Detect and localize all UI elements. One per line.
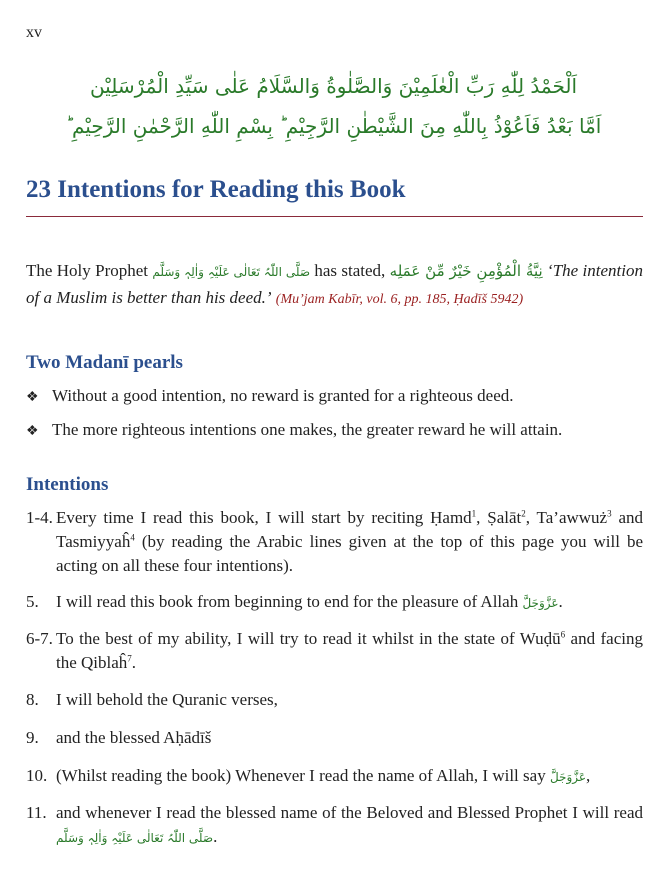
intention-text: and whenever I read the blessed name of the Beloved and Blessed Prophet I will read صَلَّی اللّٰہُ تَعَالٰی عَلَیْہِ وَاٰلِہٖ وَسَلَّم. xyxy=(56,803,643,846)
arabic-opening-line-1: اَلْحَمْدُ لِلّٰهِ رَبِّ الْعٰلَمِیْنَ وَالصَّلٰوةُ وَالسَّلَامُ عَلٰی سَیِّدِ الْمُرْسَلِیْن xyxy=(89,74,578,98)
intention-text: (Whilst reading the book) Whenever I read the name of Allah, I will say عَزَّوَجَلَّ, xyxy=(56,766,591,785)
intention-item xyxy=(26,506,643,578)
intention-number: 10. xyxy=(26,766,48,785)
list-item xyxy=(26,384,643,410)
salutation-arabic: صَلَّی اللّٰہُ تَعَالٰی عَلَیْہِ وَاٰلِہٖ وَسَلَّم xyxy=(152,265,311,279)
hadith-arabic: نِیَّةُ الْمُؤْمِنِ خَیْرٌ مِّنْ عَمَلِه xyxy=(389,262,543,280)
pearl-text: Without a good intention, no reward is granted for a righteous deed. xyxy=(52,386,514,405)
title-underline xyxy=(26,216,643,217)
pearl-text: The more righteous intentions one makes, the greater reward he will attain. xyxy=(52,420,563,439)
azzawajal-arabic: عَزَّوَجَلَّ xyxy=(522,596,559,610)
intention-number: 8. xyxy=(26,690,39,709)
intro-has-stated: has stated, xyxy=(314,261,386,280)
azzawajal-arabic: عَزَّوَجَلَّ xyxy=(549,770,587,784)
intention-text: Every time I read this book, I will start by reciting Ḥamd$^1$, Ṣalāt$^2$, Ta’awwuż$^3$ and Tasmiyyaĥ$^4$ (by reading the Arabic lines given at the top of this page you will be acting on all these four intentions). xyxy=(56,508,643,575)
intention-item xyxy=(26,726,643,750)
intention-number: 9. xyxy=(26,728,39,747)
list-item xyxy=(26,418,643,444)
hadith-translation: ‘The intention of a Muslim is better than his deed.’ xyxy=(26,261,643,307)
intention-text: and the blessed Aḥādīš xyxy=(56,728,212,747)
hadith-reference: (Mu’jam Kabīr, vol. 6, pp. 185, Ḥadīš 5942) xyxy=(275,292,524,307)
page-number: xv xyxy=(26,24,42,41)
intro-lead: The Holy Prophet xyxy=(26,261,149,280)
arabic-opening-line-2: اَمَّا بَعْدُ فَاَعُوْذُ بِاللّٰهِ مِنَ الشَّیْطٰنِ الرَّجِیْمِ ؕ بِسْمِ اللّٰهِ الرَّحْمٰنِ الرَّحِیْمِ ؕ xyxy=(65,114,602,138)
intention-text: I will behold the Quranic verses, xyxy=(56,690,278,709)
pearls-heading: Two Madanī pearls xyxy=(26,352,183,373)
salutation-arabic: صَلَّی اللّٰہُ تَعَالٰی عَلَیْہِ وَاٰلِہٖ وَسَلَّم xyxy=(56,831,214,845)
intention-item xyxy=(26,688,643,712)
page-title: 23 Intentions for Reading this Book xyxy=(26,176,406,203)
diamond-bullet-icon: ❖ xyxy=(26,390,39,405)
intentions-heading: Intentions xyxy=(26,474,109,495)
intention-number: 6-7. xyxy=(26,629,53,648)
intro-paragraph xyxy=(26,258,643,313)
intention-number: 1-4. xyxy=(26,508,53,527)
intention-item xyxy=(26,764,643,789)
intention-number: 11. xyxy=(26,803,47,822)
intention-item xyxy=(26,590,643,615)
intention-item xyxy=(26,627,643,675)
diamond-bullet-icon: ❖ xyxy=(26,424,39,439)
intention-text: I will read this book from beginning to end for the pleasure of Allah عَزَّوَجَلَّ. xyxy=(56,592,563,611)
intention-number: 5. xyxy=(26,592,39,611)
intention-item xyxy=(26,801,643,850)
intention-text: To the best of my ability, I will try to read it whilst in the state of Wuḍū$^6$ and facing the Qiblaĥ$^7$. xyxy=(56,629,643,672)
